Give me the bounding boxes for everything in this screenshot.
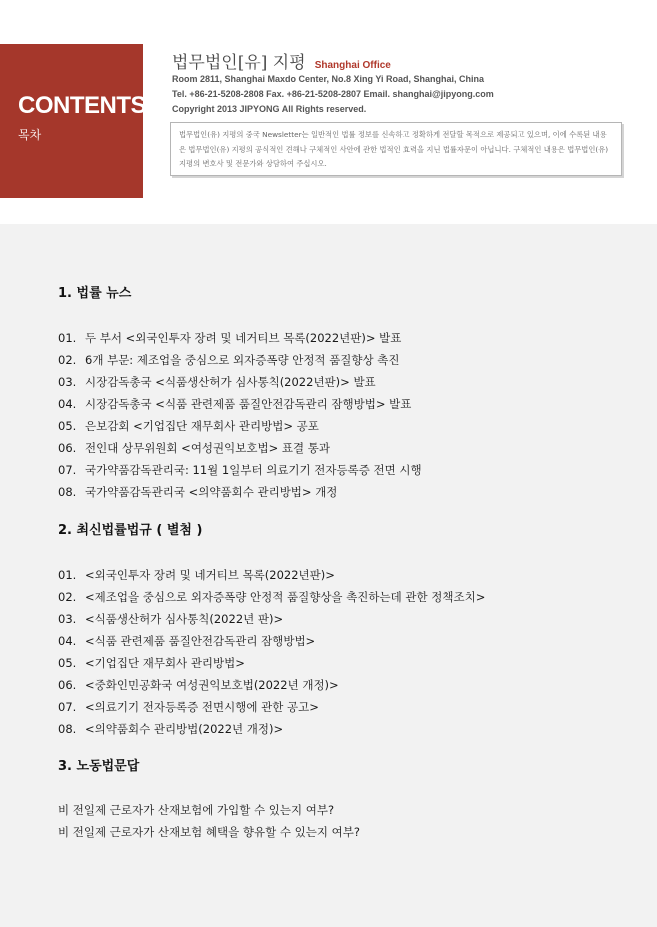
list-item bbox=[58, 655, 245, 671]
list-item bbox=[58, 721, 283, 737]
item-number: 07. bbox=[58, 700, 77, 714]
item-text: 6개 부문: 제조업을 중심으로 외자증폭량 안정적 품질향상 촉진 bbox=[85, 353, 400, 367]
item-number: 04. bbox=[58, 634, 77, 648]
item-number: 01. bbox=[58, 568, 77, 582]
item-text: <제조업을 중심으로 외자증폭량 안정적 품질향상을 촉진하는데 관한 정책조치> bbox=[85, 590, 486, 604]
list-item bbox=[58, 633, 315, 649]
item-number: 05. bbox=[58, 656, 77, 670]
item-text: 은보감회 <기업집단 재무회사 관리방법> 공포 bbox=[85, 419, 319, 433]
item-text: 전인대 상무위원회 <여성권익보호법> 표결 통과 bbox=[85, 441, 330, 455]
disclaimer-box: 법무법인(유) 지평의 중국 Newsletter는 일반적인 법률 정보를 신속하고 정확하게 전달할 목적으로 제공되고 있으며, 이에 수록된 내용은 법무법인(유) 지평의 공식적인 견해나 구체적인 사안에 관한 법적인 효력을 지닌 법률자문이 아닙니다. 구체적인 내용은 법무법인(유) 지평의 변호사 및 전문가와 상담하여 주십시오. bbox=[170, 122, 622, 176]
item-number: 06. bbox=[58, 441, 77, 455]
item-number: 01. bbox=[58, 331, 77, 345]
item-text: <중화인민공화국 여성권익보호법(2022년 개정)> bbox=[85, 678, 339, 692]
list-item bbox=[58, 589, 485, 605]
item-number: 08. bbox=[58, 722, 77, 736]
item-text: <식품 관련제품 품질안전감독관리 잠행방법> bbox=[85, 634, 316, 648]
item-number: 04. bbox=[58, 397, 77, 411]
list-item bbox=[58, 440, 330, 456]
item-text: 시장감독총국 <식품 관련제품 품질안전감독관리 잠행방법> 발표 bbox=[85, 397, 412, 411]
item-text: 시장감독총국 <식품생산허가 심사통칙(2022년판)> 발표 bbox=[85, 375, 376, 389]
contents-list bbox=[0, 224, 657, 927]
contents-title: CONTENTS bbox=[18, 92, 146, 119]
item-text: 두 부서 <외국인투자 장려 및 네거티브 목록(2022년판)> 발표 bbox=[85, 331, 402, 345]
item-text: 국가약품감독관리국: 11월 1일부터 의료기기 전자등록증 전면 시행 bbox=[85, 463, 422, 477]
list-item bbox=[58, 462, 422, 478]
list-item bbox=[58, 567, 335, 583]
item-number: 03. bbox=[58, 612, 77, 626]
list-item: 비 전일제 근로자가 산재보험에 가입할 수 있는지 여부? bbox=[58, 803, 335, 817]
list-item: 비 전일제 근로자가 산재보험 혜택을 향유할 수 있는지 여부? bbox=[58, 825, 360, 839]
list-item bbox=[58, 352, 400, 368]
section-title-legal-news: 1. 법률 뉴스 bbox=[58, 286, 132, 301]
firm-title-line bbox=[172, 48, 391, 73]
contents-subtitle: 목차 bbox=[18, 128, 42, 142]
item-text: <기업집단 재무회사 관리방법> bbox=[85, 656, 245, 670]
item-text: 국가약품감독관리국 <의약품회수 관리방법> 개정 bbox=[85, 485, 338, 499]
item-text: <의약품회수 관리방법(2022년 개정)> bbox=[85, 722, 284, 736]
section-title-labor-qa: 3. 노동법문답 bbox=[58, 759, 140, 774]
item-text: <식품생산허가 심사통칙(2022년 판)> bbox=[85, 612, 284, 626]
item-number: 06. bbox=[58, 678, 77, 692]
item-text: <의료기기 전자등록증 전면시행에 관한 공고> bbox=[85, 700, 319, 714]
firm-address: Room 2811, Shanghai Maxdo Center, No.8 Xing Yi Road, Shanghai, China bbox=[172, 74, 485, 84]
item-number: 02. bbox=[58, 590, 77, 604]
list-item bbox=[58, 374, 376, 390]
list-item bbox=[58, 484, 337, 500]
firm-contact: Tel. +86-21-5208-2808 Fax. +86-21-5208-2807 Email. shanghai@jipyong.com bbox=[172, 89, 494, 99]
contents-banner bbox=[0, 44, 146, 198]
newsletter-header bbox=[0, 0, 657, 224]
item-number: 03. bbox=[58, 375, 77, 389]
item-number: 05. bbox=[58, 419, 77, 433]
office-label: Shanghai Office bbox=[314, 60, 391, 71]
item-number: 02. bbox=[58, 353, 77, 367]
list-item bbox=[58, 611, 283, 627]
list-item bbox=[58, 699, 319, 715]
copyright-notice: Copyright 2013 JIPYONG All Rights reserved. bbox=[172, 104, 367, 114]
item-number: 08. bbox=[58, 485, 77, 499]
list-item bbox=[58, 396, 411, 412]
firm-name: 법무법인[유] 지평 bbox=[172, 53, 306, 73]
section-title-latest-laws: 2. 최신법률법규 ( 별첨 ) bbox=[58, 523, 203, 538]
list-item bbox=[58, 418, 319, 434]
item-number: 07. bbox=[58, 463, 77, 477]
item-text: <외국인투자 장려 및 네거티브 목록(2022년판)> bbox=[85, 568, 335, 582]
list-item bbox=[58, 330, 401, 346]
list-item bbox=[58, 677, 339, 693]
